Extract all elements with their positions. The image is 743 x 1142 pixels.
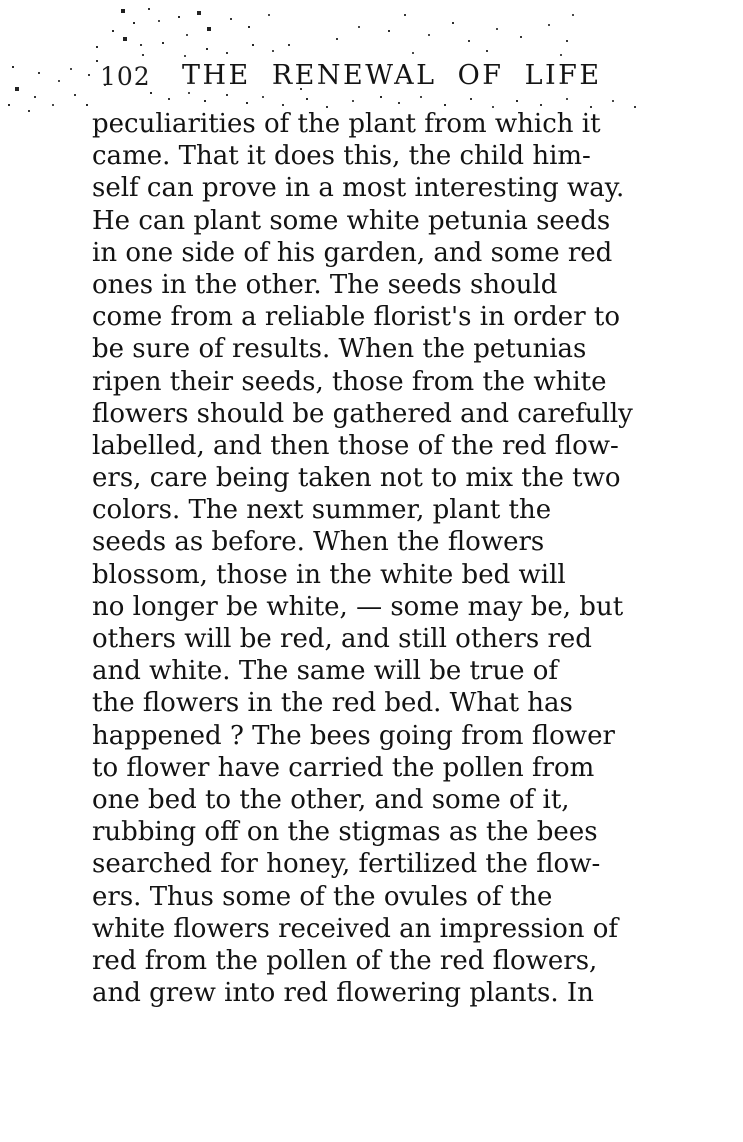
- text-line: happened ? The bees going from flower: [92, 720, 615, 751]
- text-line: ripen their seeds, those from the white: [92, 366, 607, 397]
- text-line: white flowers received an impression of: [92, 913, 619, 944]
- body-paragraph: [92, 108, 658, 1009]
- text-line: He can plant some white petunia seeds: [92, 205, 611, 236]
- text-line: ers, care being taken not to mix the two: [92, 463, 621, 494]
- text-line: and white. The same will be true of: [92, 656, 559, 687]
- text-line: self can prove in a most interesting way.: [92, 173, 625, 204]
- text-line: came. That it does this, the child him-: [92, 141, 591, 172]
- text-line: come from a reliable florist's in order to: [92, 302, 620, 333]
- text-line: red from the pollen of the red flowers,: [92, 945, 598, 976]
- text-line: others will be red, and still others red: [92, 624, 592, 654]
- running-head: [0, 60, 743, 96]
- text-line: searched for honey, fertilized the flow-: [92, 849, 601, 880]
- text-line: blossom, those in the white bed will: [92, 559, 566, 590]
- text-line: and grew into red flowering plants. In: [92, 978, 594, 1009]
- text-line: flowers should be gathered and carefully: [92, 398, 633, 429]
- text-line: colors. The next summer, plant the: [92, 495, 552, 526]
- scan-noise-header-row: [0, 0, 2, 2]
- text-line: to flower have carried the pollen from: [92, 752, 595, 783]
- text-line: be sure of results. When the petunias: [92, 334, 587, 365]
- text-line: rubbing off on the stigmas as the bees: [92, 817, 598, 848]
- page-title: THE RENEWAL OF LIFE: [182, 60, 602, 91]
- text-line: the flowers in the red bed. What has: [92, 688, 573, 719]
- page-number: 102: [100, 62, 151, 91]
- text-line: no longer be white, — some may be, but: [92, 591, 624, 622]
- text-line: one bed to the other, and some of it,: [92, 784, 570, 815]
- text-line: seeds as before. When the flowers: [92, 527, 545, 558]
- text-line: in one side of his garden, and some red: [92, 237, 613, 268]
- text-line: ers. Thus some of the ovules of the: [92, 881, 553, 912]
- text-line: peculiarities of the plant from which it: [92, 109, 601, 139]
- text-line: labelled, and then those of the red flow-: [92, 430, 619, 461]
- text-line: ones in the other. The seeds should: [92, 269, 558, 300]
